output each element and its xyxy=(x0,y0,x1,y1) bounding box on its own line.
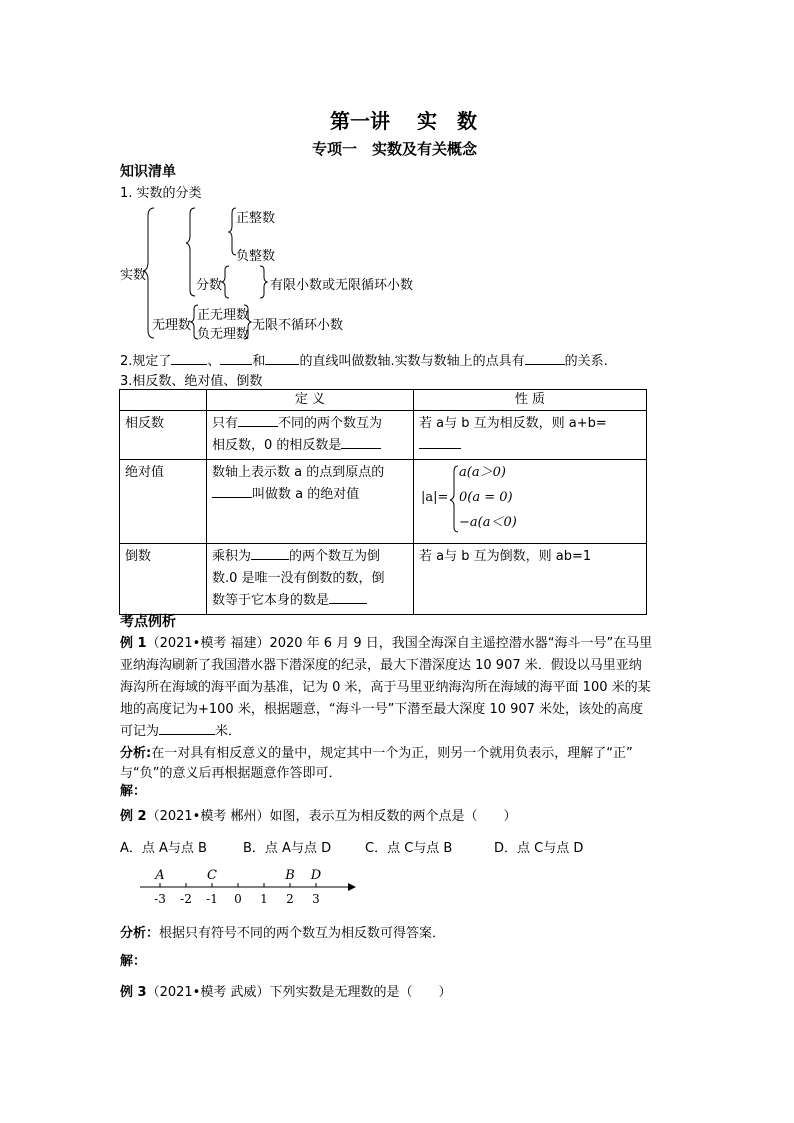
analysis-text: 在一对具有相反意义的量中，规定其中一个为正，则另一个就用负表示，理解了“正” xyxy=(151,746,633,761)
example-3 xyxy=(120,981,451,1000)
blank-2[interactable] xyxy=(220,352,252,365)
row-def-opposite xyxy=(207,411,414,460)
ex1-text: （2021•模考 福建）2020 年 6 月 9 日，我国全海深自主遥控潜水器“海斗一号”在马里 xyxy=(146,636,653,651)
def-text: 只有 xyxy=(212,416,239,431)
def-text: 相反数，0 的相反数是 xyxy=(212,438,342,453)
row-prop-reciprocal: 若 a与 b 互为倒数，则 ab=1 xyxy=(414,544,647,615)
ex1-line-4: 地的高度记为+100 米，根据题意，“海斗一号”下潜至最大深度 10 907 米处，该处的高度 xyxy=(120,702,644,717)
section-heading-examples: 考点例析 xyxy=(120,614,176,630)
ex1-line-3: 海沟所在海域的海平面为基准，记为 0 米，高于马里亚纳海沟所在海域的海平面 100 米的某 xyxy=(120,680,651,695)
analysis-label: 分析： xyxy=(120,926,160,941)
table-row xyxy=(120,544,647,615)
def-text: 不同的两个数互为 xyxy=(278,416,383,431)
page-subtitle: 专项一 实数及有关概念 xyxy=(312,140,478,158)
axis-tick-label: 2 xyxy=(286,892,294,906)
table-row xyxy=(120,411,647,460)
row-name-absolute: 绝对值 xyxy=(120,460,207,544)
def-text: 数轴上表示数 a 的点到原点的 xyxy=(212,465,385,480)
blank-reciprocal-2[interactable] xyxy=(329,591,367,604)
axis-point-label: D xyxy=(310,868,322,883)
blank-1[interactable] xyxy=(171,352,207,365)
ex1-label: 例 1 xyxy=(120,636,147,651)
ex3-text: （2021•模考 武威）下列实数是无理数的是（ ） xyxy=(146,985,452,1000)
axis-tick-label: 0 xyxy=(234,892,242,906)
tree-fraction: 分数 xyxy=(196,278,223,293)
ex1-analysis-1 xyxy=(120,742,633,761)
properties-table xyxy=(119,389,647,615)
item-1: 1. 实数的分类 xyxy=(120,186,202,201)
ex1-text: 米． xyxy=(215,724,242,739)
table-row xyxy=(120,460,647,544)
row-name-reciprocal: 倒数 xyxy=(120,544,207,615)
case-zero: 0(a = 0) xyxy=(459,490,513,505)
ex2-solution: 解： xyxy=(120,954,147,969)
item-2-suffix: 的关系. xyxy=(564,354,608,369)
prop-text: 若 a与 b 互为相反数，则 a+b= xyxy=(419,416,607,431)
abs-label: |a|= xyxy=(421,490,449,505)
row-def-absolute xyxy=(207,460,414,544)
ex2-option-b[interactable]: B．点 A与点 D xyxy=(243,841,332,856)
tree-neg-int: 负整数 xyxy=(236,249,276,264)
ex2-option-a[interactable]: A．点 A与点 B xyxy=(120,841,207,856)
item-2-sep2: 和 xyxy=(252,354,266,369)
axis-tick-label: 1 xyxy=(260,892,268,906)
axis-point-label: C xyxy=(207,868,217,883)
blank-reciprocal-1[interactable] xyxy=(251,547,289,560)
ex1-analysis-2: 与“负”的意义后再根据题意作答即可． xyxy=(120,766,342,781)
ex2-option-d[interactable]: D．点 C与点 D xyxy=(494,841,584,856)
blank-opposite-1[interactable] xyxy=(238,414,278,427)
ex2-label: 例 2 xyxy=(120,809,147,824)
section-heading-knowledge: 知识清单 xyxy=(120,164,176,180)
formula-brace xyxy=(449,464,459,534)
tree-fraction-desc: 有限小数或无限循环小数 xyxy=(270,278,414,293)
ex1-line-2: 亚纳海沟刷新了我国潜水器下潜深度的纪录，最大下潜深度达 10 907 米．假设以马里亚纳 xyxy=(120,658,642,673)
tree-irr-desc: 无限不循环小数 xyxy=(252,318,344,333)
axis-arrow-icon xyxy=(348,883,356,891)
tree-root: 实数 xyxy=(120,268,147,283)
tree-pos-int: 正整数 xyxy=(236,211,276,226)
ex2-option-c[interactable]: C．点 C与点 B xyxy=(365,841,453,856)
row-def-reciprocal xyxy=(207,544,414,615)
ex1-text: 可记为 xyxy=(120,724,160,739)
axis-tick-label: -3 xyxy=(154,892,166,906)
blank-3[interactable] xyxy=(265,352,299,365)
number-line xyxy=(130,864,370,908)
ex2-stem xyxy=(120,805,516,824)
def-text: 的两个数互为倒 xyxy=(289,549,381,564)
def-text: 乘积为 xyxy=(212,549,252,564)
item-2 xyxy=(120,350,608,369)
tree-pos-irr: 正无理数 xyxy=(197,308,250,323)
ex3-label: 例 3 xyxy=(120,985,147,1000)
row-prop-absolute xyxy=(414,460,647,544)
blank-opposite-3[interactable] xyxy=(419,436,461,449)
case-negative: −a(a＜0) xyxy=(459,515,517,530)
blank-4[interactable] xyxy=(525,352,565,365)
item-3: 3.相反数、绝对值、倒数 xyxy=(120,374,263,389)
axis-tick-label: -1 xyxy=(206,892,218,906)
def-text: 叫做数 a 的绝对值 xyxy=(252,487,360,502)
tree-irrational: 无理数 xyxy=(152,318,192,333)
row-name-opposite: 相反数 xyxy=(120,411,207,460)
axis-tick-label: -2 xyxy=(180,892,192,906)
page-title: 第一讲 实 数 xyxy=(330,109,477,133)
ex1-line-1 xyxy=(120,632,652,651)
blank-absolute-1[interactable] xyxy=(212,485,252,498)
def-text: 数等于它本身的数是 xyxy=(212,593,330,608)
item-2-prefix: 2.规定了 xyxy=(120,354,172,369)
row-prop-opposite xyxy=(414,411,647,460)
def-text: 数.0 是唯一没有倒数的数，倒 xyxy=(212,571,385,586)
ex1-answer-blank[interactable] xyxy=(159,722,215,735)
axis-tick-label: 3 xyxy=(312,892,320,906)
tree-neg-irr: 负无理数 xyxy=(197,327,250,342)
ex1-solution: 解： xyxy=(120,784,147,799)
case-positive: a(a＞0) xyxy=(459,465,506,480)
header-property: 性 质 xyxy=(414,390,647,411)
axis-point-label: B xyxy=(285,868,295,883)
abs-value-formula xyxy=(419,462,641,538)
ex2-analysis xyxy=(120,922,445,941)
header-blank xyxy=(120,390,207,411)
header-definition: 定 义 xyxy=(207,390,414,411)
axis-point-label: A xyxy=(155,868,165,883)
analysis-text: 根据只有符号不同的两个数互为相反数可得答案． xyxy=(159,926,446,941)
table-header-row xyxy=(120,390,647,411)
item-2-middle: 的直线叫做数轴.实数与数轴上的点具有 xyxy=(299,354,525,369)
item-2-sep1: 、 xyxy=(207,354,221,369)
tree-braces xyxy=(0,0,794,350)
blank-opposite-2[interactable] xyxy=(341,436,381,449)
ex1-line-5 xyxy=(120,720,241,739)
analysis-label: 分析: xyxy=(120,746,152,761)
ex2-text: （2021•模考 郴州）如图，表示互为相反数的两个点是（ ） xyxy=(146,809,517,824)
